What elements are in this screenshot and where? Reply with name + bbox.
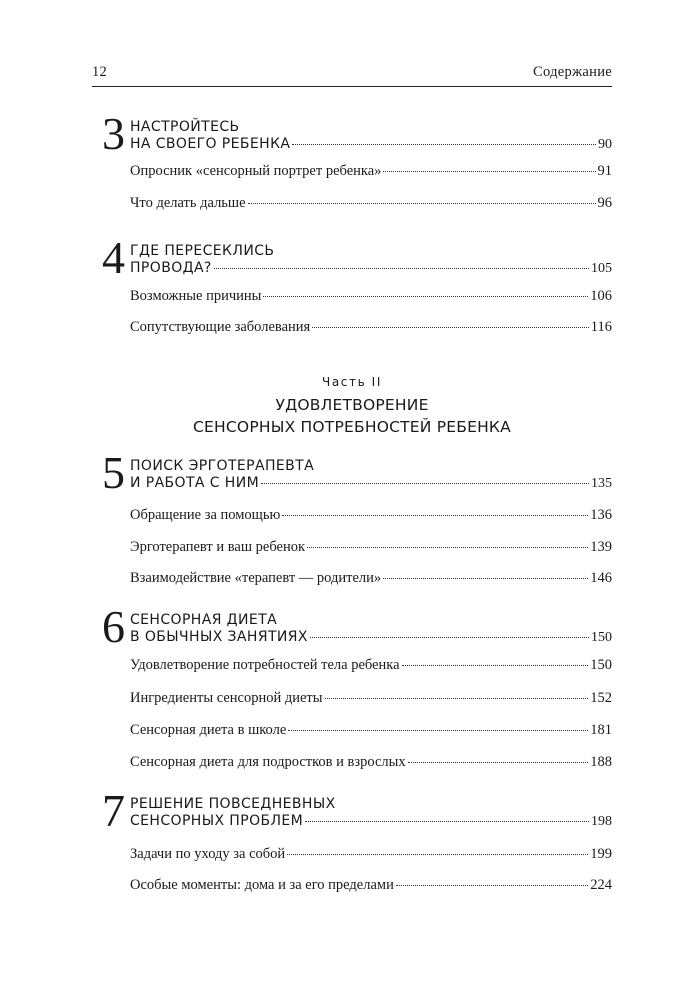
entry-title: Эрготерапевт и ваш ребенок — [130, 539, 306, 555]
chapter-title-line1: ПОИСК ЭРГОТЕРАПЕВТА — [130, 458, 315, 474]
chapter-heading[interactable] — [92, 447, 612, 507]
toc-entry[interactable] — [130, 287, 612, 305]
toc-entry[interactable] — [130, 538, 612, 556]
chapter-page: 90 — [598, 137, 612, 152]
chapter-heading[interactable] — [92, 601, 612, 661]
toc-entry[interactable] — [130, 318, 612, 336]
chapter-number: 5 — [102, 447, 125, 498]
chapter-heading[interactable] — [92, 785, 612, 845]
toc-entry[interactable] — [130, 506, 612, 524]
page-header — [92, 64, 612, 87]
chapter-title-line2: И РАБОТА С НИМ — [130, 475, 260, 491]
dot-leader — [408, 762, 589, 763]
entry-page: 199 — [590, 846, 612, 862]
running-title: Содержание — [533, 64, 612, 80]
entry-title: Особые моменты: дома и за его пределами — [130, 877, 394, 893]
toc-entry[interactable] — [130, 656, 612, 674]
toc-entry[interactable] — [130, 876, 612, 894]
chapter-title-line1: СЕНСОРНАЯ ДИЕТА — [130, 612, 278, 628]
entry-page: 139 — [590, 539, 612, 555]
entry-page: 116 — [590, 319, 612, 335]
dot-leader — [383, 578, 588, 579]
entry-title: Сенсорная диета для подростков и взрослых — [130, 754, 406, 770]
part-title-line2: СЕНСОРНЫХ ПОТРЕБНОСТЕЙ РЕБЕНКА — [193, 418, 511, 436]
part-title-line1: УДОВЛЕТВОРЕНИЕ — [275, 396, 429, 414]
entry-page: 96 — [597, 195, 612, 211]
chapter-number: 4 — [102, 232, 125, 283]
entry-page: 224 — [590, 877, 612, 893]
entry-page: 91 — [597, 163, 612, 179]
chapter-heading[interactable] — [92, 232, 612, 292]
chapter-title-line2: СЕНСОРНЫХ ПРОБЛЕМ — [130, 813, 304, 829]
entry-title: Задачи по уходу за собой — [130, 846, 286, 862]
dot-leader — [263, 296, 588, 297]
dot-leader — [248, 203, 596, 204]
chapter-title-line2: В ОБЫЧНЫХ ЗАНЯТИЯХ — [130, 629, 308, 645]
page-number: 12 — [92, 64, 108, 80]
dot-leader — [396, 885, 588, 886]
toc-entry[interactable] — [130, 845, 612, 863]
dot-leader — [307, 547, 588, 548]
chapter-title-line2: НА СВОЕГО РЕБЕНКА — [130, 136, 291, 152]
toc-entry[interactable] — [130, 721, 612, 739]
toc-entry[interactable] — [130, 194, 612, 212]
entry-page: 152 — [590, 690, 612, 706]
entry-title: Обращение за помощью — [130, 507, 281, 523]
chapter-page: 135 — [591, 476, 612, 491]
entry-page: 146 — [590, 570, 612, 586]
toc-entry[interactable] — [130, 162, 612, 180]
part-label: Часть II — [322, 375, 382, 389]
dot-leader — [288, 730, 588, 731]
entry-title: Сопутствующие заболевания — [130, 319, 311, 335]
dot-leader — [310, 637, 589, 638]
chapter-heading[interactable] — [92, 108, 612, 168]
entry-page: 106 — [590, 288, 612, 304]
chapter-title-line2: ПРОВОДА? — [130, 260, 212, 276]
toc-entry[interactable] — [130, 753, 612, 771]
entry-title: Удовлетворение потребностей тела ребенка — [130, 657, 400, 673]
chapter-title-line1: НАСТРОЙТЕСЬ — [130, 119, 240, 135]
entry-title: Взаимодействие «терапевт — родители» — [130, 570, 382, 586]
chapter-number: 6 — [102, 601, 125, 652]
chapter-page: 198 — [591, 814, 612, 829]
entry-title: Опросник «сенсорный портрет ребенка» — [130, 163, 382, 179]
dot-leader — [261, 483, 589, 484]
dot-leader — [325, 698, 589, 699]
entry-page: 188 — [590, 754, 612, 770]
chapter-title-line1: РЕШЕНИЕ ПОВСЕДНЕВНЫХ — [130, 796, 336, 812]
chapter-page: 150 — [591, 630, 612, 645]
chapter-number: 7 — [102, 785, 125, 836]
dot-leader — [292, 144, 596, 145]
entry-page: 136 — [590, 507, 612, 523]
entry-page: 150 — [590, 657, 612, 673]
dot-leader — [287, 854, 588, 855]
entry-title: Возможные причины — [130, 288, 262, 304]
dot-leader — [305, 821, 589, 822]
entry-title: Что делать дальше — [130, 195, 246, 211]
dot-leader — [312, 327, 589, 328]
part-heading — [92, 375, 612, 438]
chapter-number: 3 — [102, 108, 125, 159]
entry-page: 181 — [590, 722, 612, 738]
toc-entry[interactable] — [130, 569, 612, 587]
toc-entry[interactable] — [130, 689, 612, 707]
dot-leader — [402, 665, 589, 666]
entry-title: Сенсорная диета в школе — [130, 722, 287, 738]
dot-leader — [383, 171, 595, 172]
chapter-page: 105 — [591, 261, 612, 276]
dot-leader — [214, 268, 589, 269]
dot-leader — [282, 515, 588, 516]
entry-title: Ингредиенты сенсорной диеты — [130, 690, 323, 706]
chapter-title-line1: ГДЕ ПЕРЕСЕКЛИСЬ — [130, 243, 275, 259]
